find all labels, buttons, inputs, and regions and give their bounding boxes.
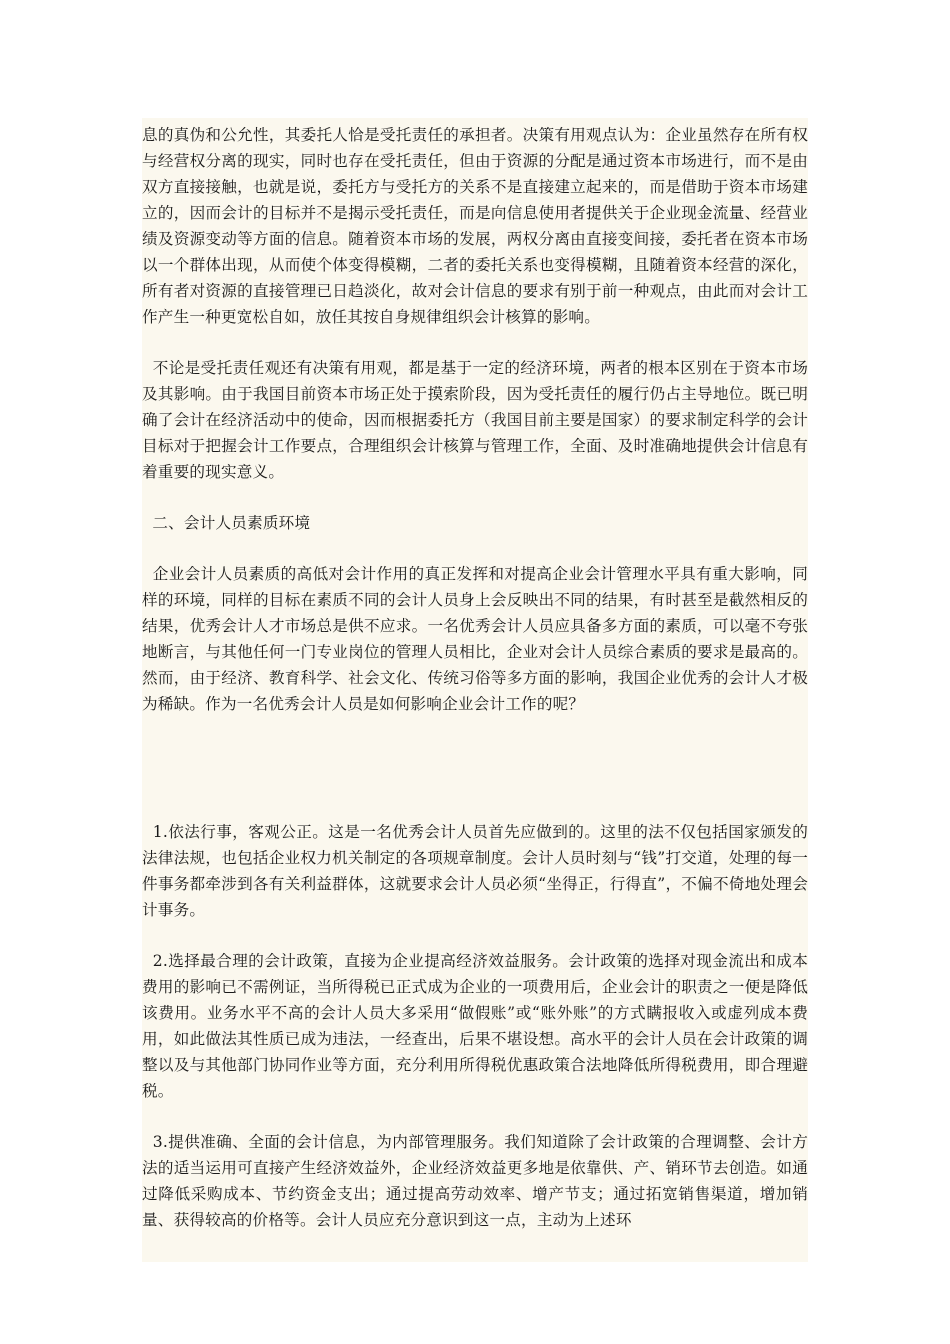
paragraph-point-3: 3.提供准确、全面的会计信息，为内部管理服务。我们知道除了会计政策的合理调整、会计方法的适当运用可直接产生经济效益外，企业经济效益更多地是依靠供、产、销环节去创造。如通过降低采购成本、节约资金支出；通过提高劳动效率、增产节支；通过拓宽销售渠道，增加销量、获得较高的价格等。会计人员应充分意识到这一点，主动为上述环 [142,1133,808,1229]
article-body [142,118,808,1262]
blank-gap [142,742,808,819]
section-heading: 二、会计人员素质环境 [142,514,311,532]
paragraph-staff-quality: 企业会计人员素质的高低对会计作用的真正发挥和对提高企业会计管理水平具有重大影响，同样的环境，同样的目标在素质不同的会计人员身上会反映出不同的结果，有时甚至是截然相反的结果，优秀会计人才市场总是供不应求。一名优秀会计人员应具备多方面的素质，可以毫不夸张地断言，与其他任何一门专业岗位的管理人员相比，企业对会计人员综合素质的要求是最高的。然而，由于经济、教育科学、社会文化、传统习俗等多方面的影响，我国企业优秀的会计人才极为稀缺。作为一名优秀会计人员是如何影响企业会计工作的呢？ [142,565,808,713]
paragraph-point-1: 1.依法行事，客观公正。这是一名优秀会计人员首先应做到的。这里的法不仅包括国家颁发的法律法规，也包括企业权力机关制定的各项规章制度。会计人员时刻与“钱”打交道，处理的每一件事务都牵涉到各有关利益群体，这就要求会计人员必须“坐得正，行得直”，不偏不倚地处理会计事务。 [142,823,808,919]
paragraph-comparison: 不论是受托责任观还有决策有用观，都是基于一定的经济环境，两者的根本区别在于资本市场及其影响。由于我国目前资本市场正处于摸索阶段，因为受托责任的履行仍占主导地位。既已明确了会计在经济活动中的使命，因而根据委托方（我国目前主要是国家）的要求制定科学的会计目标对于把握会计工作要点，合理组织会计核算与管理工作，全面、及时准确地提供会计信息有着重要的现实意义。 [142,359,808,481]
paragraph-objective-views: 息的真伪和公允性，其委托人恰是受托责任的承担者。决策有用观点认为：企业虽然存在所有权与经营权分离的现实，同时也存在受托责任，但由于资源的分配是通过资本市场进行，而不是由双方直接接触，也就是说，委托方与受托方的关系不是直接建立起来的，而是借助于资本市场建立的，因而会计的目标并不是揭示受托责任，而是向信息使用者提供关于企业现金流量、经营业绩及资源变动等方面的信息。随着资本市场的发展，两权分离由直接变间接，委托者在资本市场以一个群体出现，从而使个体变得模糊，二者的委托关系也变得模糊，且随着资本经营的深化，所有者对资源的直接管理已日趋淡化，故对会计信息的要求有别于前一种观点，由此而对会计工作产生一种更宽松自如，放任其按自身规律组织会计核算的影响。 [142,126,808,326]
paragraph-point-2: 2.选择最合理的会计政策，直接为企业提高经济效益服务。会计政策的选择对现金流出和成本费用的影响已不需例证，当所得税已正式成为企业的一项费用后，企业会计的职责之一便是降低该费用。业务水平不高的会计人员大多采用“做假账”或“账外账”的方式瞒报收入或虚列成本费用，如此做法其性质已成为违法，一经查出，后果不堪设想。高水平的会计人员在会计政策的调整以及与其他部门协同作业等方面，充分利用所得税优惠政策合法地降低所得税费用，即合理避税。 [142,952,808,1100]
